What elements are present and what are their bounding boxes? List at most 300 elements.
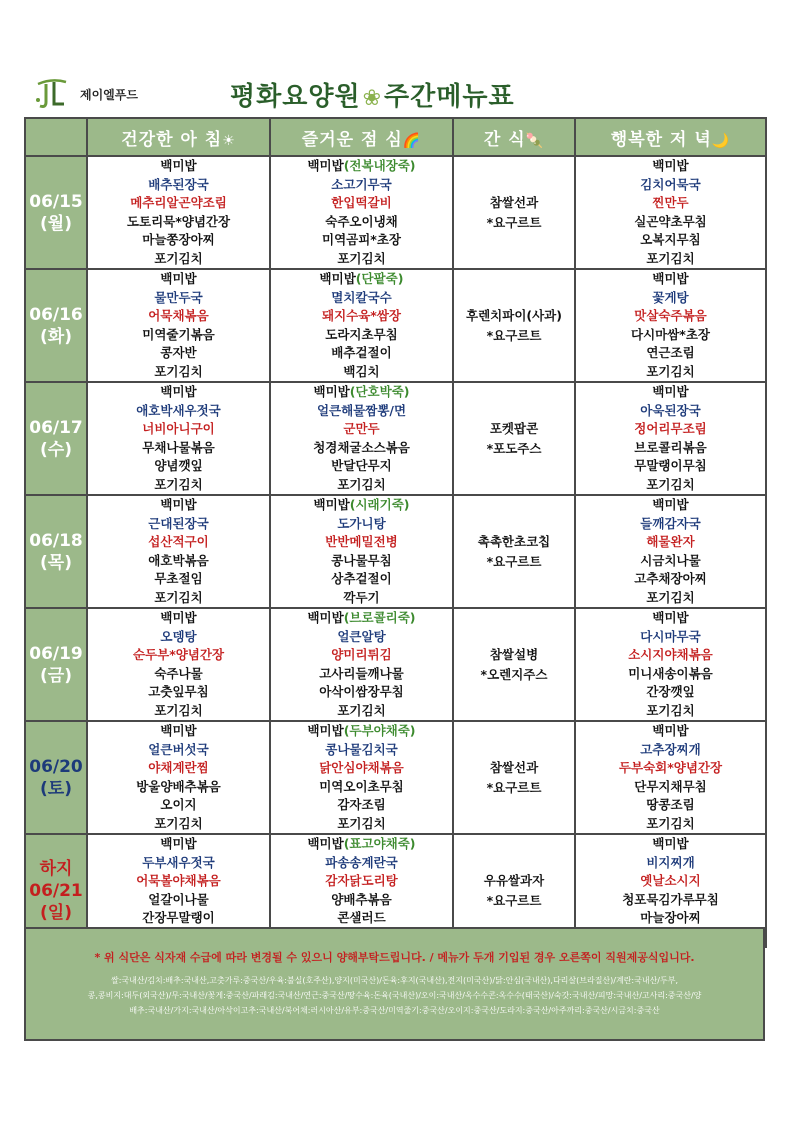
menu-item xyxy=(271,589,452,608)
day-label-cell xyxy=(25,156,87,269)
porridge-option: (단팥죽) xyxy=(355,271,404,286)
menu-item xyxy=(271,363,452,382)
logo-text: 제이엘푸드 xyxy=(80,88,138,102)
menu-item xyxy=(88,344,269,363)
menu-item xyxy=(271,307,452,326)
menu-item-text: 포기김치 xyxy=(337,250,386,266)
menu-item-text: 소고기무국 xyxy=(331,176,392,192)
menu-item xyxy=(576,665,765,684)
menu-item-text: 백미밥 xyxy=(160,497,197,512)
menu-item-text: 백미밥 xyxy=(319,271,356,286)
menu-item-text: 연근조림 xyxy=(646,345,695,360)
breakfast-cell xyxy=(87,156,270,269)
lunch-cell xyxy=(270,721,453,834)
menu-item xyxy=(576,307,765,326)
day-label-cell xyxy=(25,382,87,495)
menu-item xyxy=(88,326,269,345)
menu-item-text: 한입떡갈비 xyxy=(331,195,392,210)
menu-item-text: 물만두국 xyxy=(154,289,203,305)
menu-item xyxy=(271,439,452,458)
title-facility: 평화요양원 xyxy=(230,82,361,112)
menu-item xyxy=(88,270,269,289)
menu-item xyxy=(576,741,765,760)
date-label: 06/18 xyxy=(29,530,83,551)
menu-item-text: 고사리들깨나물 xyxy=(319,665,404,681)
menu-item-text: 백미밥 xyxy=(652,271,689,286)
menu-item xyxy=(88,854,269,873)
menu-item xyxy=(271,289,452,308)
menu-item-text: 포기김치 xyxy=(646,363,695,379)
menu-item-text: 백미밥 xyxy=(652,158,689,173)
weekday-label: (일) xyxy=(40,902,72,923)
dinner-cell xyxy=(575,156,766,269)
weekday-label: (화) xyxy=(40,326,72,347)
day-label-cell xyxy=(25,608,87,721)
menu-item xyxy=(271,741,452,760)
menu-item-text: 소시지야채볶음 xyxy=(628,647,713,662)
column-header-breakfast: 건강한 아 침☀ xyxy=(87,118,270,156)
menu-item xyxy=(576,213,765,232)
menu-item-text: 백미밥 xyxy=(652,723,689,738)
menu-item-text: 반반메밀전병 xyxy=(325,534,398,549)
menu-item-text: 백미밥 xyxy=(313,384,350,399)
menu-item xyxy=(576,496,765,515)
menu-item-text: 백미밥 xyxy=(160,723,197,738)
menu-item xyxy=(576,835,765,854)
menu-item xyxy=(88,213,269,232)
menu-item xyxy=(88,589,269,608)
date-label: 06/16 xyxy=(29,304,83,325)
menu-item xyxy=(271,722,452,741)
day-label-cell xyxy=(25,721,87,834)
porridge-option: (표고야채죽) xyxy=(343,836,416,851)
lunch-cell xyxy=(270,269,453,382)
menu-item xyxy=(271,213,452,232)
weekday-label: (금) xyxy=(40,665,72,686)
menu-item-text: 옛날소시지 xyxy=(640,873,701,888)
menu-item-text: 닭안심야채볶음 xyxy=(319,760,404,775)
menu-item xyxy=(88,665,269,684)
menu-item-text: 너비아니구이 xyxy=(142,421,215,436)
menu-item xyxy=(88,157,269,176)
menu-item-text: 무채나물볶음 xyxy=(142,439,215,455)
menu-item-text: 미역곰피*초장 xyxy=(322,232,401,247)
menu-item xyxy=(88,722,269,741)
menu-item-text: 콩나물김치국 xyxy=(325,741,398,757)
day-row xyxy=(25,269,766,382)
menu-item xyxy=(271,383,452,402)
menu-item xyxy=(271,250,452,269)
menu-item-text: 백미밥 xyxy=(307,158,344,173)
menu-item-text: 콩나물무침 xyxy=(331,552,392,568)
menu-item-text: 돼지수육*쌈장 xyxy=(322,308,401,323)
menu-item xyxy=(271,457,452,476)
menu-item-text: 배추겉절이 xyxy=(331,345,392,360)
menu-item xyxy=(576,326,765,345)
menu-item-text: 도가니탕 xyxy=(337,515,386,531)
day-row xyxy=(25,721,766,834)
menu-item xyxy=(271,909,452,928)
breakfast-cell xyxy=(87,608,270,721)
menu-item xyxy=(271,533,452,552)
menu-item xyxy=(271,891,452,910)
origin-line: 콩,콩비지:대두(외국산)/무:국내산/꽃게:중국산/파래김:국내산/연근:중국산/땅수육:돈육(국내산)/오이:국내산/옥수수콘:옥수수(태국산)/숙갓:국내산/피망:국내산/고사리:중국산/양 xyxy=(87,991,702,1000)
menu-item-text: 포기김치 xyxy=(154,476,203,492)
menu-item: *요구르트 xyxy=(486,892,542,908)
corner-cell xyxy=(25,118,87,156)
menu-item-text: 마늘장아찌 xyxy=(640,910,701,925)
menu-item xyxy=(88,646,269,665)
menu-item-text: 콩자반 xyxy=(160,345,197,360)
menu-item-text: 백미밥 xyxy=(652,836,689,851)
menu-item-text: 양미리튀김 xyxy=(331,647,392,662)
snack-cell xyxy=(453,156,575,269)
moon-icon: 🌙 xyxy=(711,132,731,149)
menu-item-text: 고추채장아찌 xyxy=(634,571,707,586)
footer-notice-box xyxy=(24,927,765,1041)
menu-item-text: 다시마무국 xyxy=(640,628,701,644)
date-label: 06/17 xyxy=(29,417,83,438)
menu-item xyxy=(576,250,765,269)
day-row xyxy=(25,382,766,495)
menu-item-text: 방울양배추볶음 xyxy=(136,778,221,794)
menu-item xyxy=(576,759,765,778)
porridge-option: (단호박죽) xyxy=(349,384,410,399)
snack-cell xyxy=(453,382,575,495)
menu-item-text: 어묵채볶음 xyxy=(148,308,209,323)
menu-item-text: 감자조림 xyxy=(337,797,386,812)
menu-item: *요구르트 xyxy=(486,779,542,795)
menu-item xyxy=(576,628,765,647)
date-label: 06/15 xyxy=(29,191,83,212)
menu-item-text: 순두부*양념간장 xyxy=(132,647,225,662)
menu-item-text: 오복지무침 xyxy=(640,232,701,247)
menu-item-text: 백미밥 xyxy=(307,836,344,851)
menu-item xyxy=(88,570,269,589)
menu-item xyxy=(576,570,765,589)
menu-item xyxy=(576,157,765,176)
menu-item xyxy=(88,307,269,326)
porridge-option: (전복내장죽) xyxy=(343,158,416,173)
menu-item xyxy=(88,609,269,628)
menu-item xyxy=(271,270,452,289)
menu-item xyxy=(88,552,269,571)
menu-item-text: 무말랭이무침 xyxy=(634,458,707,473)
column-header-snack: 간 식🍡 xyxy=(453,118,575,156)
menu-item xyxy=(271,326,452,345)
porridge-option: (두부야채죽) xyxy=(343,723,416,738)
menu-item-text: 얼큰버섯국 xyxy=(148,741,209,757)
menu-item-text: 상추겉절이 xyxy=(331,571,392,586)
menu-item xyxy=(576,722,765,741)
menu-item-text: 콘샐러드 xyxy=(337,910,386,925)
menu-item xyxy=(576,515,765,534)
menu-item xyxy=(88,363,269,382)
menu-item xyxy=(271,702,452,721)
day-label-cell xyxy=(25,269,87,382)
menu-item-text: 비지찌개 xyxy=(646,854,695,870)
menu-item-text: 아삭이쌈장무침 xyxy=(319,684,404,699)
snack-cell xyxy=(453,269,575,382)
menu-item-text: 백미밥 xyxy=(160,271,197,286)
menu-item xyxy=(576,891,765,910)
dinner-cell xyxy=(575,608,766,721)
table-header-row xyxy=(25,118,766,156)
jl-food-logo-icon xyxy=(32,76,72,112)
dinner-cell xyxy=(575,269,766,382)
menu-item-text: 아욱된장국 xyxy=(640,402,701,418)
menu-item-text: 백미밥 xyxy=(652,497,689,512)
menu-item xyxy=(576,363,765,382)
menu-item xyxy=(576,231,765,250)
menu-item-text: 땅콩조림 xyxy=(646,797,695,812)
menu-item xyxy=(576,796,765,815)
menu-item-text: 포기김치 xyxy=(337,815,386,831)
menu-item xyxy=(576,702,765,721)
menu-item-text: 반달단무지 xyxy=(331,458,392,473)
menu-item xyxy=(271,420,452,439)
lunch-cell xyxy=(270,156,453,269)
menu-item-text: 포기김치 xyxy=(646,589,695,605)
menu-item xyxy=(88,533,269,552)
menu-item xyxy=(271,609,452,628)
menu-item xyxy=(88,231,269,250)
menu-item-text: 오이지 xyxy=(160,797,197,812)
menu-item-text: 얼갈이나물 xyxy=(148,891,209,907)
menu-item-text: 백미밥 xyxy=(652,384,689,399)
menu-item xyxy=(576,646,765,665)
menu-item: *요구르트 xyxy=(486,327,542,343)
menu-item xyxy=(88,250,269,269)
weekday-label: (목) xyxy=(40,552,72,573)
menu-item xyxy=(271,646,452,665)
menu-item xyxy=(576,439,765,458)
menu-item: *오렌지주스 xyxy=(480,666,548,682)
menu-item xyxy=(271,665,452,684)
page-title xyxy=(230,76,515,113)
breakfast-cell xyxy=(87,721,270,834)
date-label: 06/21 xyxy=(29,880,83,901)
menu-item-text: 양배추볶음 xyxy=(331,891,392,907)
page-header xyxy=(24,70,764,118)
menu-item-text: 브로콜리볶음 xyxy=(634,439,707,455)
menu-item xyxy=(88,683,269,702)
column-header-dinner: 행복한 저 녁🌙 xyxy=(575,118,766,156)
menu-item xyxy=(88,496,269,515)
menu-item-text: 얼큰해물짬뽕/면 xyxy=(316,402,407,418)
menu-item xyxy=(271,552,452,571)
menu-item-text: 다시마쌈*초장 xyxy=(631,326,710,342)
menu-item: *요구르트 xyxy=(486,214,542,230)
menu-item-text: 마늘쫑장아찌 xyxy=(142,232,215,247)
menu-item: 촉촉한초코칩 xyxy=(477,533,551,549)
menu-item xyxy=(271,194,452,213)
origin-line: 쌀:국내산/김치:배추:국내산,고춧가루:중국산/우육:불실(호주산),양지(미국산)/돈육:후지(국내산),전지(미국산)/닭:안심(국내산),다리살(브라질산)/계란:국내산/두부, xyxy=(110,976,679,985)
menu-item xyxy=(271,402,452,421)
menu-item xyxy=(576,778,765,797)
menu-item: 참쌀설병 xyxy=(489,646,539,662)
menu-item-text: 오뎅탕 xyxy=(160,628,197,644)
breakfast-cell xyxy=(87,382,270,495)
menu-item xyxy=(88,383,269,402)
menu-item-text: 파송송계란국 xyxy=(325,854,398,870)
menu-item-text: 미역오이초무침 xyxy=(319,778,404,794)
menu-item-text: 포기김치 xyxy=(337,476,386,492)
menu-item xyxy=(576,194,765,213)
breakfast-cell xyxy=(87,495,270,608)
menu-item-text: 고추장찌개 xyxy=(640,741,701,757)
weekly-menu-table xyxy=(24,117,767,948)
menu-item xyxy=(271,476,452,495)
menu-item xyxy=(576,402,765,421)
menu-item-text: 해물완자 xyxy=(646,534,695,549)
menu-item: 포켓팝콘 xyxy=(489,420,539,436)
menu-item xyxy=(88,515,269,534)
menu-item-text: 애호박새우젓국 xyxy=(136,402,221,418)
title-menu: 주간메뉴표 xyxy=(384,82,515,112)
menu-item xyxy=(88,741,269,760)
menu-item xyxy=(576,383,765,402)
menu-item-text: 백미밥 xyxy=(160,384,197,399)
dinner-cell xyxy=(575,721,766,834)
menu-item xyxy=(576,289,765,308)
day-label-cell xyxy=(25,495,87,608)
menu-item xyxy=(271,815,452,834)
menu-item xyxy=(88,815,269,834)
weekday-label: (수) xyxy=(40,439,72,460)
menu-item: 후렌치파이(사과) xyxy=(466,307,562,323)
menu-change-notice: * 위 식단은 식자재 수급에 따라 변경될 수 있으니 양해부탁드립니다. / 메뉴가 두개 기입된 경우 오른쪽이 직원제공식입니다. xyxy=(94,951,695,964)
menu-item xyxy=(271,796,452,815)
menu-item xyxy=(576,457,765,476)
breakfast-cell xyxy=(87,269,270,382)
menu-item xyxy=(271,496,452,515)
menu-item xyxy=(271,515,452,534)
menu-item xyxy=(271,872,452,891)
date-label: 06/20 xyxy=(29,756,83,777)
menu-item xyxy=(88,778,269,797)
porridge-option: (브로콜리죽) xyxy=(343,610,416,625)
menu-item xyxy=(88,891,269,910)
menu-item xyxy=(88,402,269,421)
menu-item-text: 섭산적구이 xyxy=(148,534,209,549)
day-row xyxy=(25,156,766,269)
menu-item xyxy=(271,570,452,589)
menu-item xyxy=(88,702,269,721)
dango-icon: 🍡 xyxy=(525,132,545,149)
menu-item-text: 메추리알곤약조림 xyxy=(130,195,227,210)
menu-item xyxy=(88,439,269,458)
menu-item xyxy=(271,759,452,778)
menu-item-text: 들깨감자국 xyxy=(640,515,701,531)
menu-item xyxy=(271,628,452,647)
menu-item xyxy=(576,854,765,873)
menu-item-text: 백미밥 xyxy=(160,836,197,851)
snack-cell xyxy=(453,495,575,608)
menu-item xyxy=(576,683,765,702)
menu-item xyxy=(88,628,269,647)
menu-item xyxy=(88,909,269,928)
menu-item xyxy=(88,289,269,308)
menu-item xyxy=(576,909,765,928)
menu-item-text: 깍두기 xyxy=(343,589,380,605)
day-row xyxy=(25,495,766,608)
menu-item-text: 군만두 xyxy=(343,421,380,436)
menu-item xyxy=(576,420,765,439)
porridge-option: (시래기죽) xyxy=(349,497,410,512)
day-row xyxy=(25,608,766,721)
menu-item-text: 맛살숙주볶음 xyxy=(634,308,707,323)
menu-item xyxy=(88,194,269,213)
menu-item-text: 두부숙회*양념간장 xyxy=(618,760,723,775)
menu-item-text: 포기김치 xyxy=(154,363,203,379)
menu-item-text: 야채계란찜 xyxy=(148,760,209,775)
menu-item xyxy=(271,835,452,854)
holiday-label: 하지 xyxy=(39,858,73,879)
menu-item-text: 단무지채무침 xyxy=(634,778,707,794)
menu-item-text: 미역줄기볶음 xyxy=(142,326,215,342)
menu-item xyxy=(576,872,765,891)
menu-item xyxy=(271,231,452,250)
menu-item-text: 백미밥 xyxy=(313,497,350,512)
column-header-lunch: 즐거운 점 심🌈 xyxy=(270,118,453,156)
menu-item: 참쌀선과 xyxy=(489,759,539,775)
menu-item-text: 청포묵김가루무침 xyxy=(622,891,719,907)
menu-item-text: 무초절임 xyxy=(154,571,203,586)
menu-item-text: 김치어묵국 xyxy=(640,176,701,192)
menu-item-text: 포기김치 xyxy=(646,702,695,718)
menu-item xyxy=(576,476,765,495)
menu-item xyxy=(576,270,765,289)
menu-item xyxy=(271,157,452,176)
menu-item xyxy=(271,778,452,797)
menu-item-text: 두부새우젓국 xyxy=(142,854,215,870)
menu-item xyxy=(576,344,765,363)
lunch-cell xyxy=(270,495,453,608)
menu-item-text: 숙주오이냉채 xyxy=(325,213,398,229)
menu-item-text: 실곤약초무침 xyxy=(634,213,707,229)
menu-item-text: 숙주나물 xyxy=(154,665,203,681)
menu-item-text: 애호박볶음 xyxy=(148,552,209,568)
snack-cell xyxy=(453,608,575,721)
menu-item xyxy=(271,176,452,195)
menu-item-text: 찐만두 xyxy=(652,195,689,210)
menu-item-text: 멸치칼국수 xyxy=(331,289,392,305)
rainbow-icon: 🌈 xyxy=(402,132,422,149)
menu-item xyxy=(271,854,452,873)
menu-item xyxy=(88,835,269,854)
menu-item-text: 미니새송이볶음 xyxy=(628,665,713,681)
menu-item-text: 얼큰알탕 xyxy=(337,628,386,644)
menu-item xyxy=(88,872,269,891)
lunch-cell xyxy=(270,608,453,721)
menu-item xyxy=(88,457,269,476)
menu-item-text: 감자닭도리탕 xyxy=(325,873,398,888)
menu-item xyxy=(576,609,765,628)
origin-line: 배추:국내산/가지:국내산/아삭이고추:국내산/북어채:러시아산/유부:중국산/미역줄기:중국산/오이지:중국산/도라지:중국산/아주까리:중국산/시금치:중국산 xyxy=(129,1006,660,1015)
dinner-cell xyxy=(575,382,766,495)
menu-item xyxy=(88,176,269,195)
menu-item-text: 꽃게탕 xyxy=(652,289,689,305)
menu-item: 우유쌀과자 xyxy=(483,872,545,888)
menu-item xyxy=(576,552,765,571)
menu-item-text: 도토리묵*양념간장 xyxy=(126,213,231,229)
menu-item-text: 간장깻잎 xyxy=(646,684,695,699)
menu-item xyxy=(88,759,269,778)
menu-item-text: 포기김치 xyxy=(154,702,203,718)
menu-item-text: 어묵볼야채볶음 xyxy=(136,873,221,888)
menu-item: *포도주스 xyxy=(486,440,542,456)
